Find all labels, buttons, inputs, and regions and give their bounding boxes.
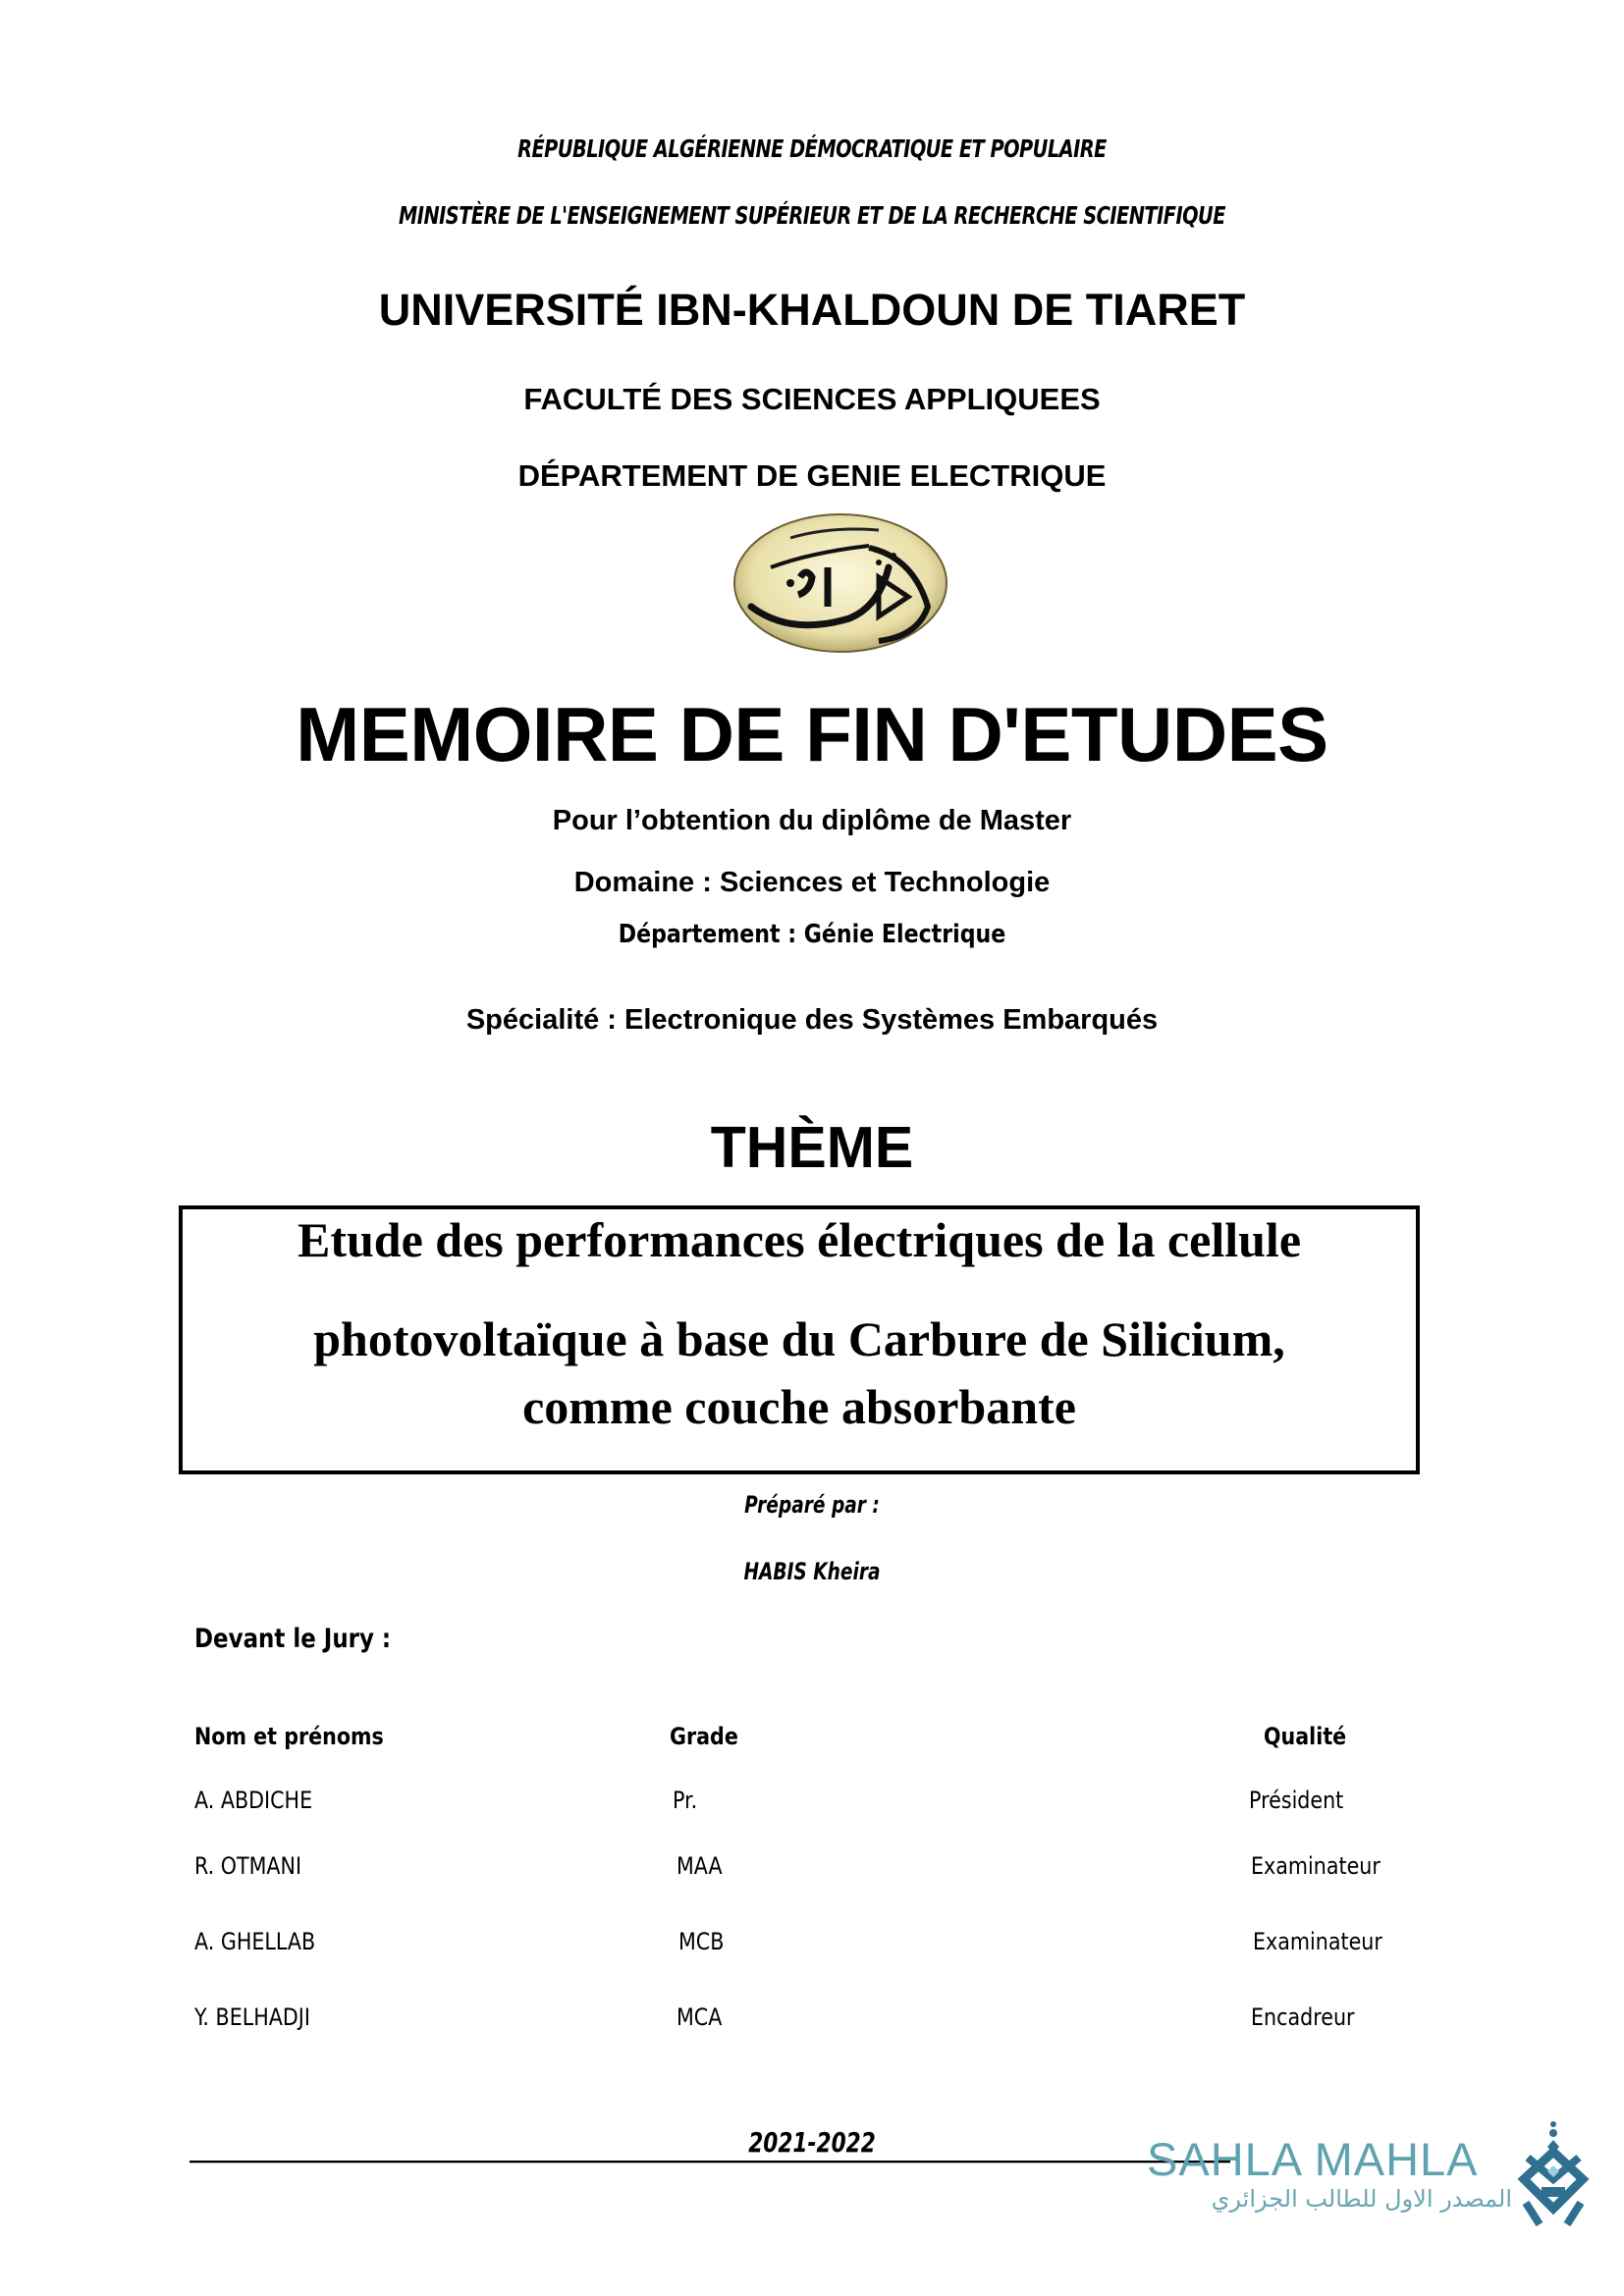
theme-line-2: photovoltaïque à base du Carbure de Silicium, [313, 1311, 1285, 1366]
jury-header-grade: Grade [670, 1723, 738, 1750]
author-name: HABIS Kheira [743, 1558, 881, 1585]
jury-title: Devant le Jury : [194, 1624, 392, 1654]
jury-member-grade: MCA [677, 2003, 723, 2031]
jury-member-role: Examinateur [1251, 1852, 1380, 1880]
jury-member-role: Encadreur [1251, 2003, 1355, 2031]
faculty-name: FACULTÉ DES SCIENCES APPLIQUEES [523, 382, 1101, 416]
theme-line-3: comme couche absorbante [522, 1379, 1076, 1434]
specialty-line: Spécialité : Electronique des Systèmes Embarqués [465, 1004, 1159, 1036]
jury-member-name: A. ABDICHE [194, 1787, 313, 1814]
jury-member-role: Président [1249, 1787, 1344, 1814]
jury-member-name: Y. BELHADJI [194, 2003, 310, 2031]
jury-header-name: Nom et prénoms [194, 1723, 384, 1750]
jury-header-role: Qualité [1264, 1723, 1347, 1750]
jury-member-grade: Pr. [673, 1787, 698, 1814]
watermark-tagline: المصدر الاول للطالب الجزائري [1211, 2185, 1512, 2213]
jury-member-role: Examinateur [1253, 1928, 1382, 1955]
university-seal-logo-icon [731, 508, 949, 658]
diploma-line: Pour l’obtention du diplôme de Master [552, 805, 1072, 836]
document-title: MEMOIRE DE FIN D'ETUDES [296, 691, 1328, 777]
jury-member-name: R. OTMANI [194, 1852, 302, 1880]
academic-year: 2021-2022 [748, 2126, 876, 2159]
footer-divider [189, 2161, 1230, 2163]
prepared-by-label: Préparé par : [744, 1491, 880, 1519]
domain-line: Domaine : Sciences et Technologie [573, 867, 1051, 898]
theme-box [179, 1205, 1420, 1474]
ministry-heading: MINISTÈRE DE L'ENSEIGNEMENT SUPÉRIEUR ET DE LA RECHERCHE SCIENTIFIQUE [399, 201, 1225, 230]
jury-member-grade: MCB [678, 1928, 725, 1955]
theme-label: THÈME [710, 1115, 914, 1180]
theme-line-1: Etude des performances électriques de la cellule [297, 1212, 1302, 1267]
sahla-mahla-emblem-icon [1514, 2118, 1593, 2228]
republic-heading: RÉPUBLIQUE ALGÉRIENNE DÉMOCRATIQUE ET POPULAIRE [517, 134, 1107, 163]
university-name: UNIVERSITÉ IBN-KHALDOUN DE TIARET [378, 285, 1246, 335]
sahla-mahla-watermark [1139, 2130, 1600, 2228]
department-name: DÉPARTEMENT DE GENIE ELECTRIQUE [517, 458, 1107, 493]
jury-member-grade: MAA [677, 1852, 723, 1880]
watermark-brand: SAHLA MAHLA [1147, 2133, 1479, 2185]
jury-member-name: A. GHELLAB [194, 1928, 316, 1955]
department-line: Département : Génie Electrique [618, 920, 1006, 949]
